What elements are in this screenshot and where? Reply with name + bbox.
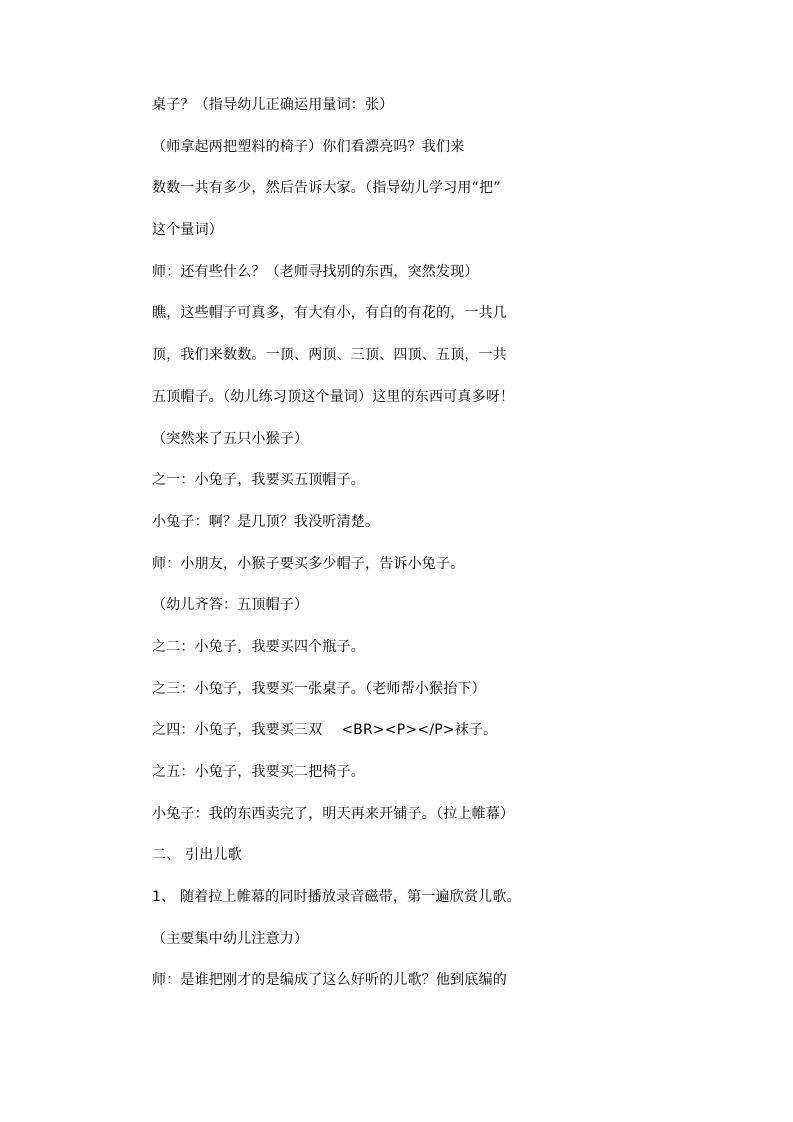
text-line: 师：是谁把刚才的是编成了这么好听的儿歌？他到底编的 <box>152 972 507 989</box>
text-line: 小兔子：我的东西卖完了，明天再来开铺子。（拉上帷幕） <box>152 805 515 822</box>
text-line: 数数一共有多少，然后告诉大家。（指导幼儿学习用“把” <box>152 180 501 197</box>
text-line: 这个量词） <box>152 222 223 239</box>
text-line: 桌子？（指导幼儿正确运用量词：张） <box>152 97 394 113</box>
text-line: 五顶帽子。（幼儿练习顶这个量词）这里的东西可真多呀！ <box>152 388 515 405</box>
text-line: 小兔子：啊？是几顶？我没听清楚。 <box>152 513 380 530</box>
text-line: （主要集中幼儿注意力） <box>152 930 309 947</box>
text-line: 之一：小兔子，我要买五顶帽子。 <box>152 472 365 489</box>
section-heading: 二、 引出儿歌 <box>152 847 242 864</box>
text-line: 瞧，这些帽子可真多，有大有小，有白的有花的，一共几 <box>152 305 507 322</box>
text-line: （师拿起两把塑料的椅子）你们看漂亮吗？我们来 <box>152 138 465 155</box>
text-line: 之二：小兔子，我要买四个瓶子。 <box>152 638 365 655</box>
text-line: （幼儿齐答：五顶帽子） <box>152 597 309 614</box>
document-body <box>152 94 752 1011</box>
text-line: 师：小朋友，小猴子要买多少帽子，告诉小兔子。 <box>152 555 465 572</box>
text-line: 师：还有些什么？（老师寻找别的东西，突然发现） <box>152 263 479 280</box>
text-line: 顶，我们来数数。一顶、两顶、三顶、四顶、五顶，一共 <box>152 347 507 364</box>
text-line: 之四：小兔子，我要买三双 <BR><P></P>袜子。 <box>152 722 498 739</box>
text-line: 之三：小兔子，我要买一张桌子。（老师帮小猴抬下） <box>152 680 486 697</box>
text-line: 1、 随着拉上帷幕的同时播放录音磁带，第一遍欣赏儿歌。 <box>152 889 521 906</box>
text-line: 之五：小兔子，我要买二把椅子。 <box>152 764 365 780</box>
text-line: （突然来了五只小猴子） <box>152 430 309 447</box>
